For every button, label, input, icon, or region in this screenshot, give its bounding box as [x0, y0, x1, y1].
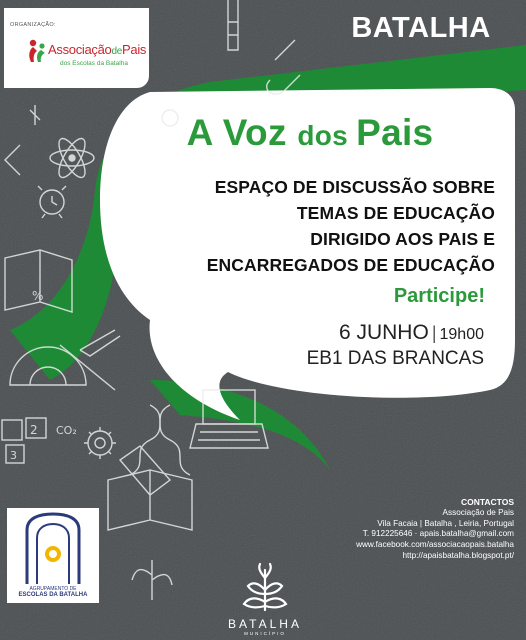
contact-name: Associação de Pais: [442, 507, 514, 517]
school-group-name: AGRUPAMENTO DE ESCOLAS DA BATALHA: [18, 586, 88, 598]
organizer-label: ORGANIZAÇÃO:: [10, 22, 56, 28]
contact-blog: http://apaisbatalha.blogspot.pt/: [402, 550, 514, 560]
description-line: ENCARREGADOS DE EDUCAÇÃO: [206, 255, 495, 275]
svg-text:2: 2: [30, 423, 38, 437]
parents-association-logo-icon: [26, 38, 48, 64]
svg-text:3: 3: [10, 449, 17, 462]
datetime-separator: |: [431, 323, 437, 343]
contact-phone-email: T. 912225646 · apais.batalha@gmail.com: [362, 529, 514, 539]
event-datetime: [262, 321, 484, 345]
contacts-heading: CONTACTOS: [460, 497, 514, 507]
school-group-card: [7, 508, 99, 603]
description-line: DIRIGIDO AOS PAIS E: [310, 229, 495, 249]
event-time: 19h00: [439, 326, 484, 343]
municipality-logo-icon: [220, 560, 310, 616]
municipality-subtitle: MUNICÍPIO: [244, 631, 286, 636]
event-venue: EB1 DAS BRANCAS: [306, 348, 484, 369]
school-group-logo-icon: [23, 512, 83, 584]
contacts-block: [330, 497, 514, 562]
event-title: A Voz dos Pais: [186, 112, 434, 153]
organizer-subtitle: dos Escolas da Batalha: [60, 60, 128, 67]
event-description: [150, 174, 495, 278]
organizer-name: AssociaçãodePais: [48, 42, 147, 57]
city-heading: BATALHA: [351, 12, 491, 44]
co2-doodle: CO₂: [56, 424, 77, 437]
contact-address: Vila Facaia | Batalha , Leiria, Portugal: [377, 518, 514, 528]
percent-doodle: %: [32, 289, 44, 303]
organizer-card: [4, 8, 149, 88]
call-to-action: Participe!: [393, 285, 485, 307]
description-line: ESPAÇO DE DISCUSSÃO SOBRE: [214, 177, 495, 197]
contact-facebook: www.facebook.com/associacaopais.batalha: [356, 540, 514, 550]
event-date: 6 JUNHO: [338, 321, 429, 344]
description-line: TEMAS DE EDUCAÇÃO: [296, 203, 495, 223]
municipality-name: BATALHA: [228, 617, 302, 631]
